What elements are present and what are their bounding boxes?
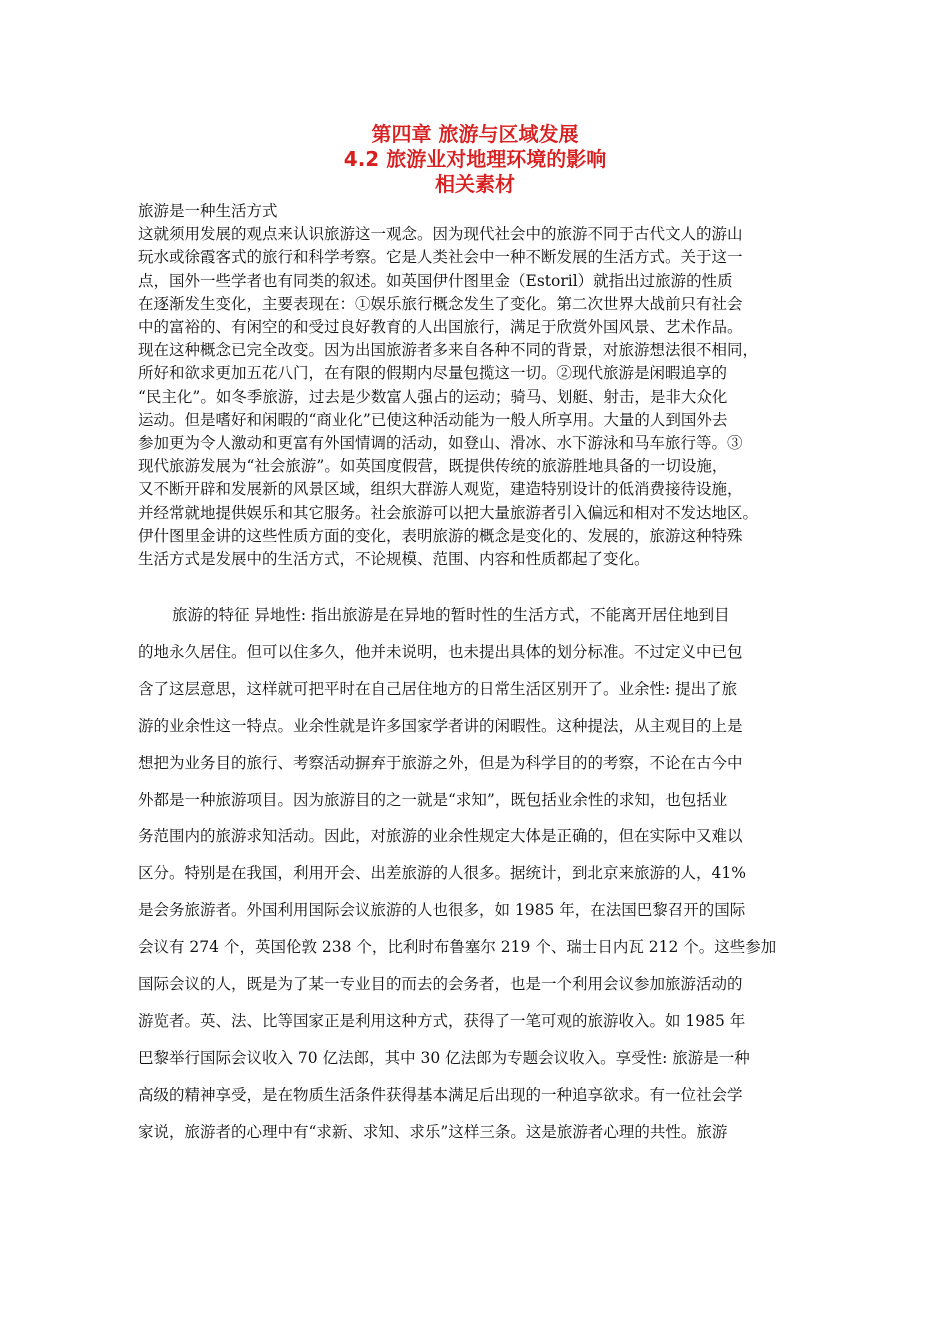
text-line: 玩水或徐霞客式的旅行和科学考察。它是人类社会中一种不断发展的生活方式。关于这一 <box>138 248 743 267</box>
title-block <box>0 122 950 197</box>
section-characteristics <box>138 597 818 1151</box>
subtitle: 相关素材 <box>435 172 515 196</box>
text-line: 参加更为令人激动和更富有外国情调的活动，如登山、滑冰、水下游泳和马车旅行等。③ <box>138 434 743 453</box>
text-line: 旅游的特征 异地性: 指出旅游是在异地的暂时性的生活方式，不能离开居住地到目 <box>172 606 730 624</box>
text-line: 伊什图里金讲的这些性质方面的变化，表明旅游的概念是变化的、发展的，旅游这种特殊 <box>138 526 743 545</box>
section-heading: 旅游是一种生活方式 <box>138 202 278 220</box>
text-line: 外都是一种旅游项目。因为旅游目的之一就是“求知”，既包括业余性的求知，也包括业 <box>138 790 728 809</box>
text-line: “民主化”。如冬季旅游，过去是少数富人强占的运动；骑马、划艇、射击，是非大众化 <box>138 387 728 406</box>
text-line: 国际会议的人，既是为了某一专业目的而去的会务者，也是一个利用会议参加旅游活动的 <box>138 975 743 994</box>
section-lifestyle <box>138 200 818 571</box>
text-line: 想把为业务目的旅行、考察活动摒弃于旅游之外，但是为科学目的的考察，不论在古今中 <box>138 753 743 772</box>
section-title: 4.2 旅游业对地理环境的影响 <box>343 147 607 171</box>
text-line: 会议有 274 个，英国伦敦 238 个，比利时布鲁塞尔 219 个、瑞士日内瓦 212 个。这些参加 <box>138 938 777 957</box>
text-line: 家说，旅游者的心理中有“求新、求知、求乐”这样三条。这是旅游者心理的共性。旅游 <box>138 1122 728 1141</box>
text-line: 中的富裕的、有闲空的和受过良好教育的人出国旅行，满足于欣赏外国风景、艺术作品。 <box>138 318 743 337</box>
text-line: 是会务旅游者。外国利用国际会议旅游的人也很多，如 1985 年，在法国巴黎召开的国际 <box>138 901 746 920</box>
text-line: 在逐渐发生变化，主要表现在：①娱乐旅行概念发生了变化。第二次世界大战前只有社会 <box>138 294 743 313</box>
text-line: 点，国外一些学者也有同类的叙述。如英国伊什图里金（Estoril）就指出过旅游的性质 <box>138 271 733 290</box>
text-line: 务范围内的旅游求知活动。因此，对旅游的业余性规定大体是正确的，但在实际中又难以 <box>138 827 743 846</box>
text-line: 这就须用发展的观点来认识旅游这一观念。因为现代社会中的旅游不同于古代文人的游山 <box>138 225 743 244</box>
text-line: 所好和欲求更加五花八门，在有限的假期内尽量包揽这一切。②现代旅游是闲暇追享的 <box>138 364 728 383</box>
text-line: 的地永久居住。但可以住多久，他并未说明，也未提出具体的划分标准。不过定义中已包 <box>138 642 743 661</box>
text-line: 区分。特别是在我国，利用开会、出差旅游的人很多。据统计，到北京来旅游的人，41% <box>138 864 746 883</box>
text-line: 游的业余性这一特点。业余性就是许多国家学者讲的闲暇性。这种提法，从主观目的上是 <box>138 716 743 735</box>
text-line: 含了这层意思，这样就可把平时在自己居住地方的日常生活区别开了。业余性: 提出了旅 <box>138 679 738 698</box>
text-line: 现在这种概念已完全改变。因为出国旅游者多来自各种不同的背景，对旅游想法很不相同， <box>138 341 759 360</box>
text-line: 游览者。英、法、比等国家正是利用这种方式，获得了一笔可观的旅游收入。如 1985 年 <box>138 1011 746 1030</box>
text-line: 生活方式是发展中的生活方式，不论规模、范围、内容和性质都起了变化。 <box>138 550 650 569</box>
text-line: 现代旅游发展为“社会旅游”。如英国度假营，既提供传统的旅游胜地具备的一切设施， <box>138 457 728 476</box>
text-line: 并经常就地提供娱乐和其它服务。社会旅游可以把大量旅游者引入偏远和相对不发达地区。 <box>138 503 759 522</box>
text-line: 又不断开辟和发展新的风景区域，组织大群游人观览，建造特别设计的低消费接待设施， <box>138 480 743 499</box>
chapter-title: 第四章 旅游与区域发展 <box>371 122 579 146</box>
text-line: 巴黎举行国际会议收入 70 亿法郎，其中 30 亿法郎为专题会议收入。享受性: 旅游是一种 <box>138 1048 750 1067</box>
text-line: 运动。但是嗜好和闲暇的“商业化”已使这种活动能为一般人所享用。大量的人到国外去 <box>138 410 728 429</box>
text-line: 高级的精神享受，是在物质生活条件获得基本满足后出现的一种追享欲求。有一位社会学 <box>138 1085 743 1104</box>
